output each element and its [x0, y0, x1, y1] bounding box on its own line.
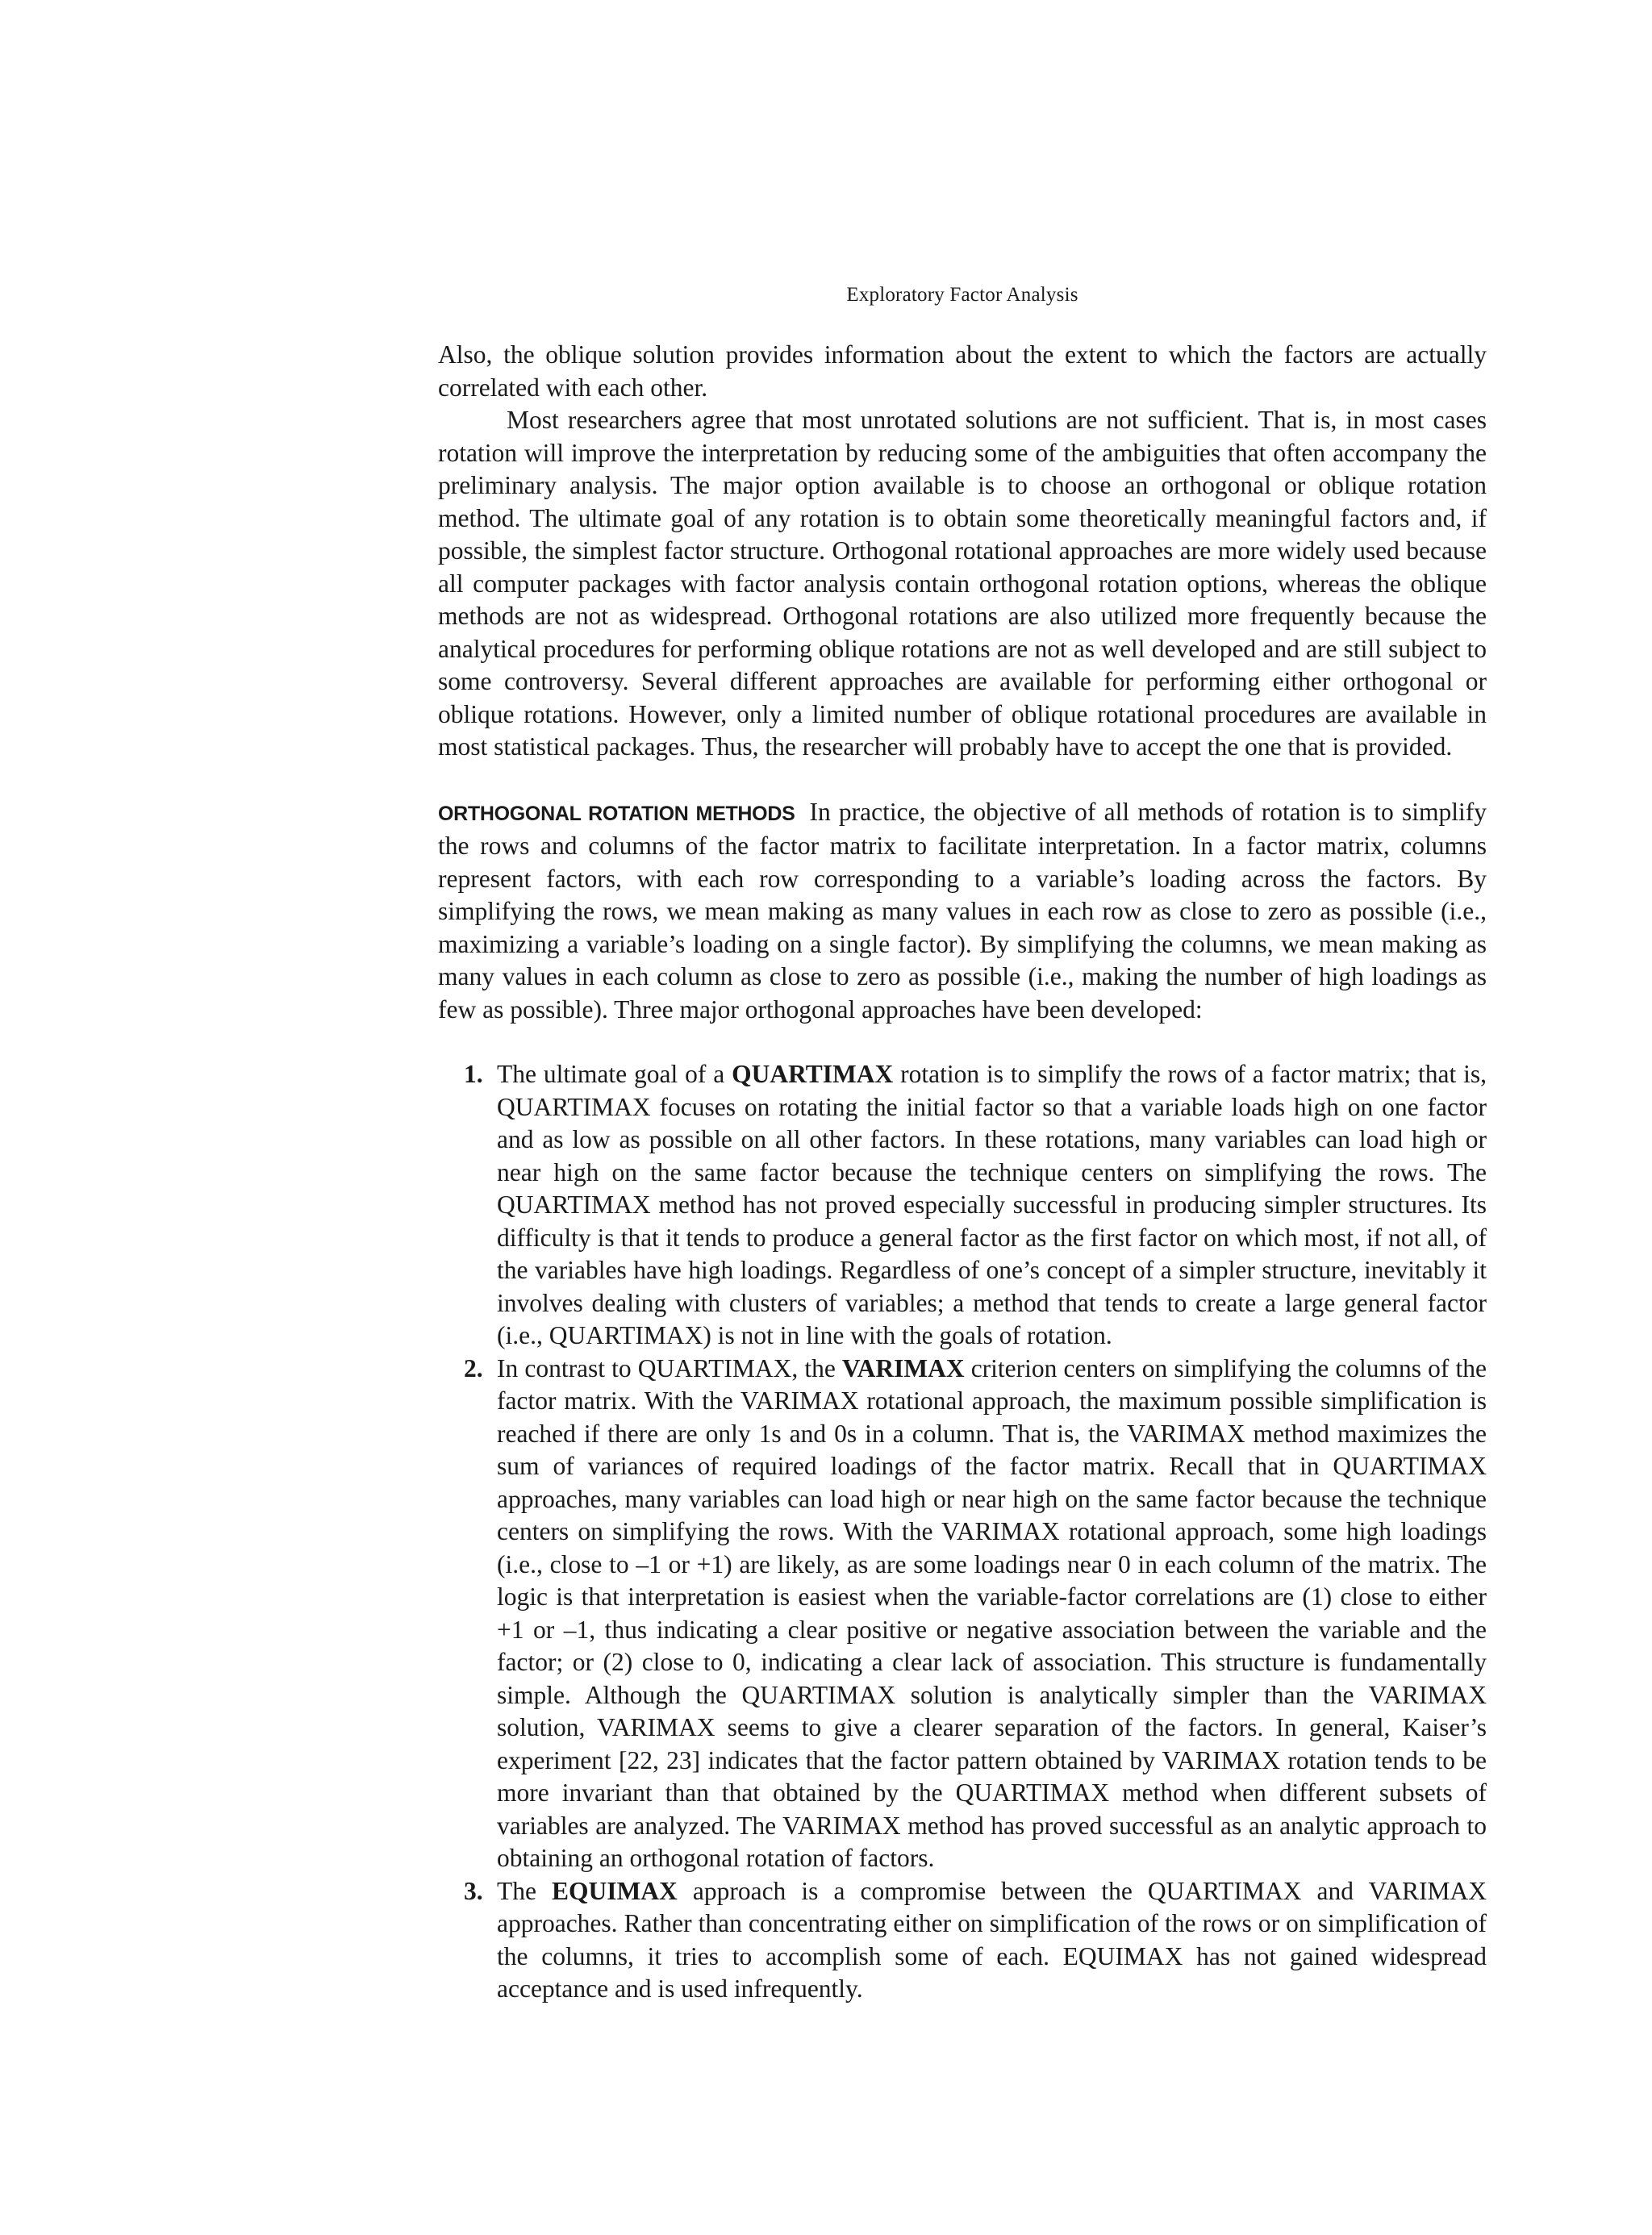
list-item-number: 2. [464, 1353, 483, 1382]
running-header: Exploratory Factor Analysis [846, 284, 1078, 306]
rotation-methods-list [438, 1058, 1487, 2006]
section-text: In practice, the objective of all methods of rotation is to simplify the rows and columns of the factor matrix to facilitate interpretation. In a factor matrix, columns represent factors, with each row corresponding to a variable’s loading across the factors. By simplifying the rows, we mean making as many values in each row as close to zero as possible (i.e., maximizing a variable’s loading on a single factor). By simplifying the columns, we mean making as many values in each column as close to zero as possible (i.e., making the number of high loadings as few as possible). Three major orthogonal approaches have been developed: [438, 797, 1487, 1024]
list-item-term: VARIMAX [841, 1353, 965, 1382]
list-item-term: QUARTIMAX [732, 1060, 894, 1088]
list-item-term: EQUIMAX [552, 1876, 678, 1905]
list-item-number: 1. [464, 1060, 483, 1088]
section-heading: ORTHOGONAL ROTATION METHODS [438, 802, 795, 825]
list-item-text-after: criterion centers on simplifying the columns of the factor matrix. With the VARIMAX rotational approach, the maximum possible simplification is reached if there are only 1s and 0s in a column. That is, the VARIMAX method maximizes the sum of variances of required loadings of the factor matrix. Recall that in QUARTIMAX approaches, many variables can load high or near high on the same factor because the technique centers on simplifying the rows. With the VARIMAX rotational approach, some high loadings (i.e., close to –1 or +1) are likely, as are some loadings near 0 in each column of the matrix. The logic is that interpretation is easiest when the variable-factor correlations are (1) close to either +1 or –1, thus indicating a clear positive or negative association between the variable and the factor; or (2) close to 0, indicating a clear lack of association. This structure is fundamentally simple. Although the QUARTIMAX solution is analytically simpler than the VARIMAX solution, VARIMAX seems to give a clearer separation of the factors. In general, Kaiser’s experiment [22, 23] indicates that the factor pattern obtained by VARIMAX rotation tends to be more invariant than that obtained by the QUARTIMAX method when different subsets of variables are analyzed. The VARIMAX method has proved successful as an analytic approach to obtaining an orthogonal rotation of factors. [497, 1353, 1487, 1872]
list-item-varimax [464, 1353, 1487, 1875]
section-orthogonal-rotation-methods [438, 796, 1487, 1027]
list-item-text-after: rotation is to simplify the rows of a factor matrix; that is, QUARTIMAX focuses on rotating the initial factor so that a variable loads high on one factor and as low as possible on all other factors. In these rotations, many variables can load high or near high on the same factor because the technique centers on simplifying the rows. The QUARTIMAX method has not proved especially successful in producing simpler structures. Its difficulty is that it tends to produce a general factor as the first factor on which most, if not all, of the variables have high loadings. Regardless of one’s concept of a simpler structure, inevitably it involves dealing with clusters of variables; a method that tends to create a large general factor (i.e., QUARTIMAX) is not in line with the goals of rotation. [497, 1060, 1487, 1349]
list-item-text-before: The [497, 1876, 553, 1905]
paragraph-continuation: Also, the oblique solution provides information about the extent to which the factors are actually correlated with each other. [438, 340, 1487, 402]
paragraph-rotation-overview: Most researchers agree that most unrotated solutions are not sufficient. That is, in most cases rotation will improve the interpretation by reducing some of the ambiguities that often accompany the preliminary analysis. The major option available is to choose an orthogonal or oblique rotation method. The ultimate goal of any rotation is to obtain some theoretically meaningful factors and, if possible, the simplest factor structure. Orthogonal rotational approaches are more widely used because all computer packages with factor analysis contain orthogonal rotation options, whereas the oblique methods are not as widespread. Orthogonal rotations are also utilized more frequently because the analytical procedures for performing oblique rotations are not as well developed and are still subject to some controversy. Several different approaches are available for performing either orthogonal or oblique rotations. However, only a limited number of oblique rotational procedures are available in most statistical packages. Thus, the researcher will probably have to accept the one that is provided. [438, 406, 1487, 761]
list-item-text-after: approach is a compromise between the QUARTIMAX and VARIMAX approaches. Rather than concentrating either on simplification of the rows or on simplification of the columns, it tries to accomplish some of each. EQUIMAX has not gained widespread acceptance and is used infrequently. [497, 1876, 1487, 2003]
page-body [438, 339, 1487, 2006]
list-item-text-before: The ultimate goal of a [497, 1060, 732, 1088]
list-item-equimax [464, 1875, 1487, 2006]
list-item-number: 3. [464, 1876, 483, 1905]
list-item-quartimax [464, 1058, 1487, 1353]
list-item-text-before: In contrast to QUARTIMAX, the [497, 1353, 842, 1382]
